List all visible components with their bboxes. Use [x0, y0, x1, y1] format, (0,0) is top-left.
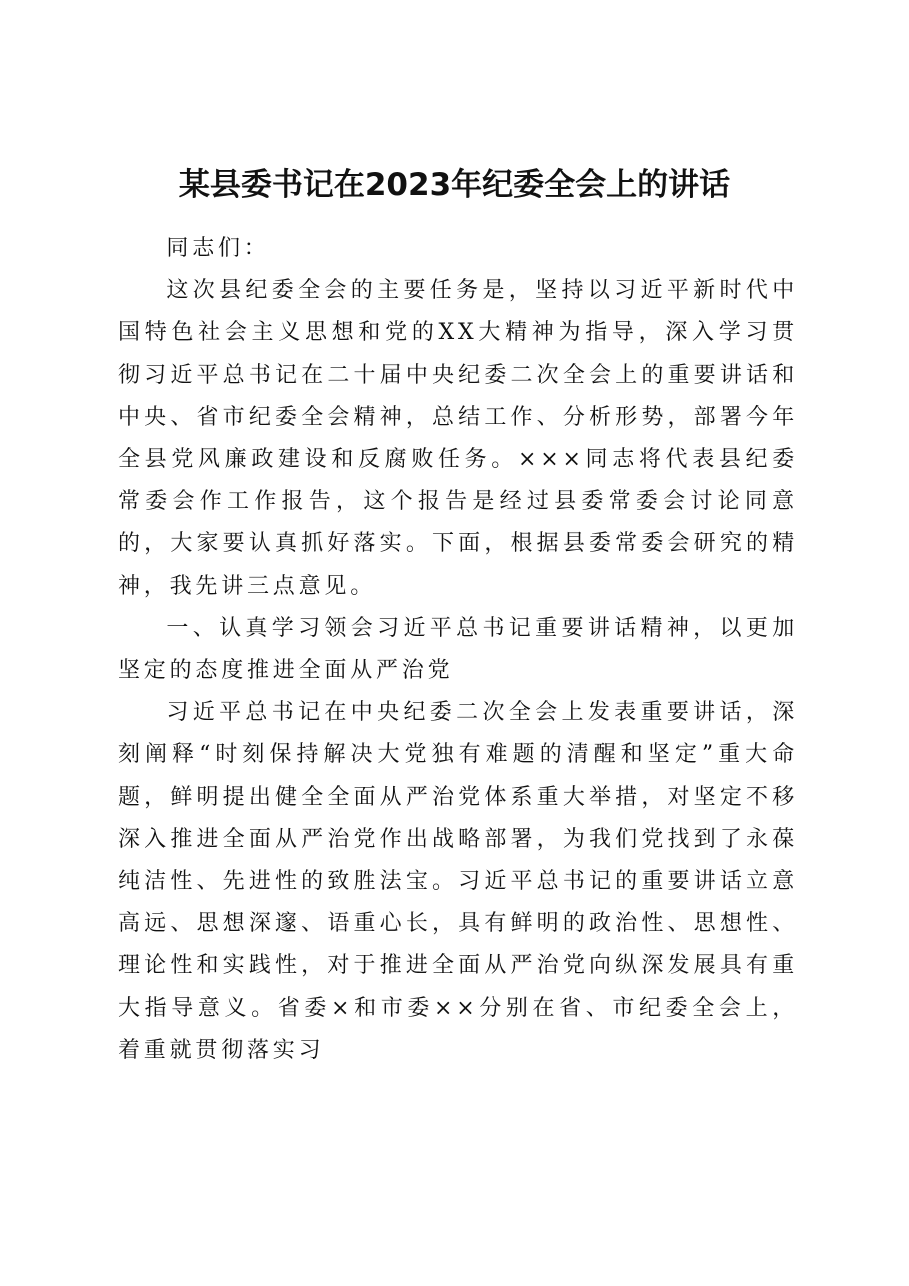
- paragraph-section-1: 习近平总书记在中央纪委二次全会上发表重要讲话，深刻阐释“时刻保持解决大党独有难题的清醒和坚定”重大命题，鲜明提出健全全面从严治党体系重大举措，对坚定不移深入推进全面从严治党作出战略部署，为我们党找到了永葆纯洁性、先进性的致胜法宝。习近平总书记的重要讲话立意高远、思想深邃、语重心长，具有鲜明的政治性、思想性、理论性和实践性，对于推进全面从严治党向纵深发展具有重大指导意义。省委×和市委××分别在省、市纪委全会上，着重就贯彻落实习: [118, 700, 798, 1063]
- paragraph-intro: 这次县纪委全会的主要任务是，坚持以习近平新时代中国特色社会主义思想和党的XX大精神为指导，深入学习贯彻习近平总书记在二十届中央纪委二次全会上的重要讲话和中央、省市纪委全会精神，总结工作、分析形势，部署今年全县党风廉政建设和反腐败任务。×××同志将代表县纪委常委会作工作报告，这个报告是经过县委常委会讨论同意的，大家要认真抓好落实。下面，根据县委常委会研究的精神，我先讲三点意见。: [118, 278, 798, 599]
- section-heading-1: 一、认真学习领会习近平总书记重要讲话精神，以更加坚定的态度推进全面从严治党: [118, 615, 798, 684]
- document-title: 某县委书记在2023年纪委全会上的讲话: [178, 167, 731, 203]
- salutation: 同志们：: [166, 236, 270, 261]
- document-body: [118, 228, 798, 1072]
